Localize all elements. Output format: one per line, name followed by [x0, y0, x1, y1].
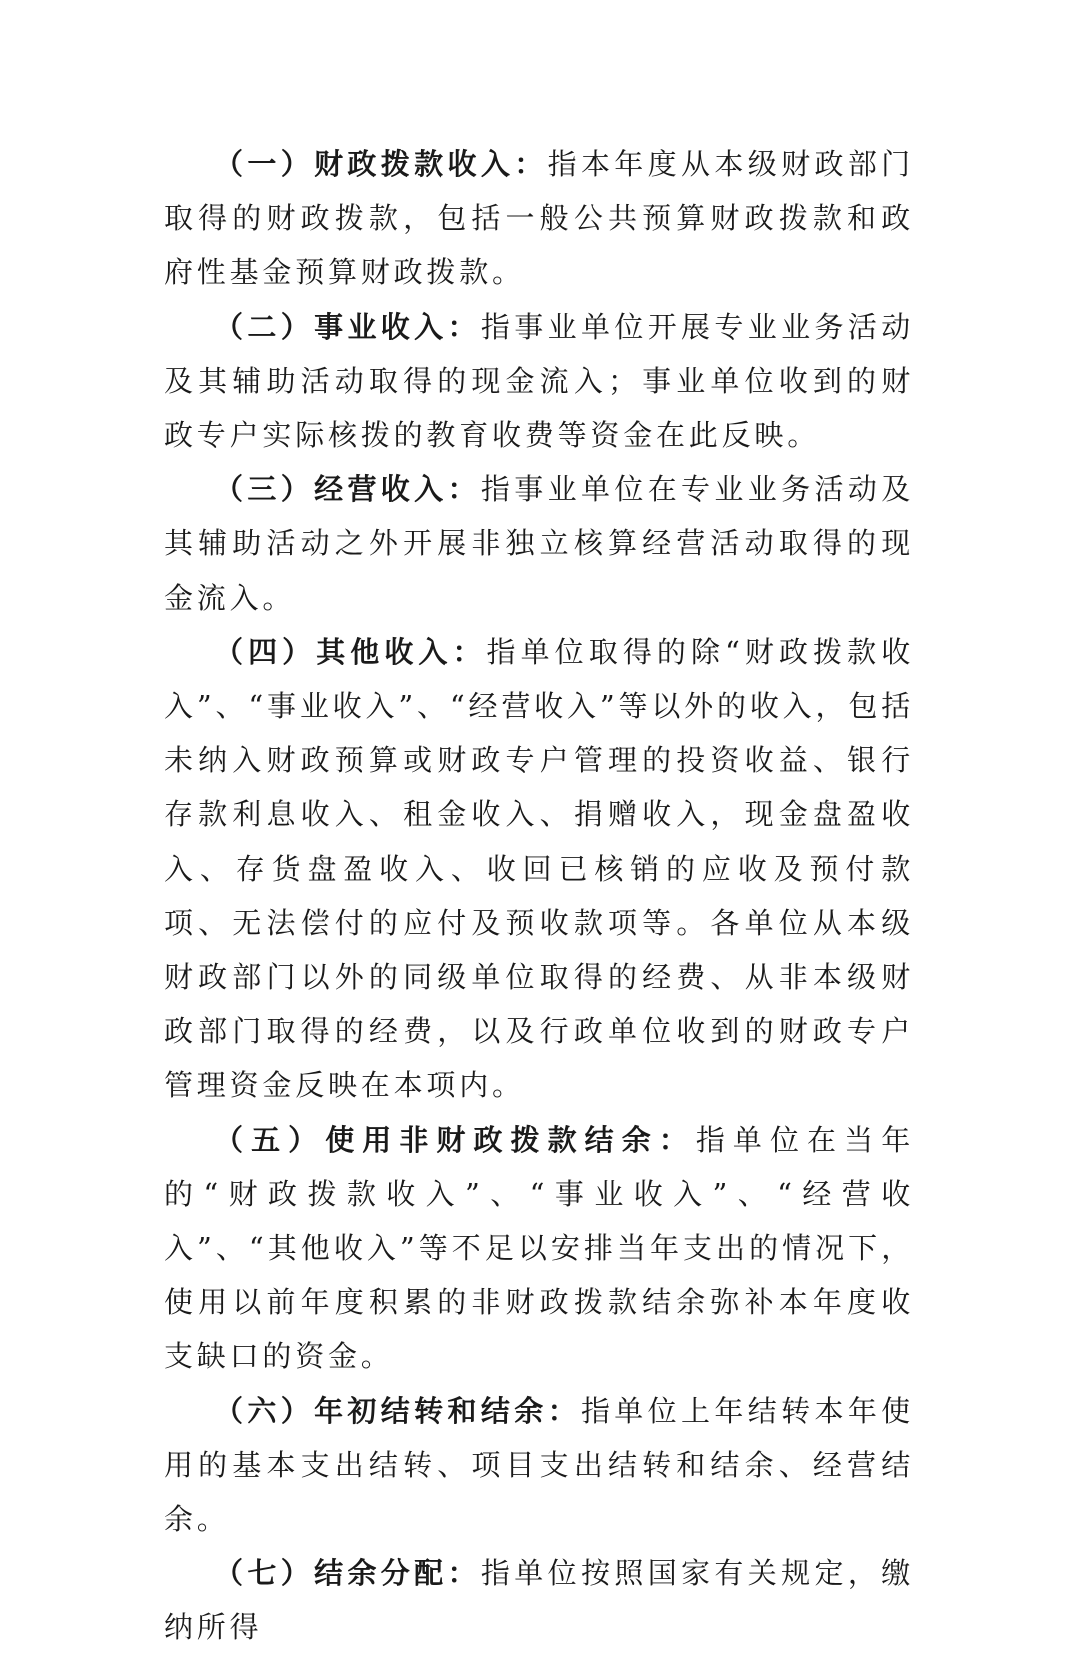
document-body: [164, 137, 914, 1655]
term-heading: （三）经营收入：: [214, 472, 481, 507]
term-heading: （二）事业收入：: [214, 309, 481, 344]
term-definition: 指单位按照国家有关规定，缴纳所得: [164, 1556, 915, 1645]
term-definition: 指单位在当年的“财政拨款收入”、“事业收入”、“经营收入”、“其他收入”等不足以安排当年支出的情况下，使用以前年度积累的非财政拨款结余弥补本年度收支缺口的资金。: [164, 1122, 914, 1374]
term-heading: （一）财政拨款收入：: [214, 147, 548, 181]
term-heading: （四）其他收入：: [214, 634, 487, 669]
term-heading: （六）年初结转和结余：: [214, 1393, 581, 1428]
paragraph-fiscal-appropriation-income: [164, 137, 914, 300]
paragraph-use-of-non-fiscal-surplus: [164, 1113, 914, 1384]
paragraph-other-income: [164, 625, 914, 1113]
paragraph-surplus-distribution: [164, 1546, 914, 1654]
paragraph-business-income: [164, 300, 914, 463]
term-heading: （七）结余分配：: [214, 1556, 481, 1591]
paragraph-opening-carryover: [164, 1384, 914, 1547]
term-definition: 指事业单位开展专业业务活动及其辅助活动取得的现金流入；事业单位收到的财政专户实际核拨的教育收费等资金在此反映。: [164, 309, 915, 453]
term-heading: （五）使用非财政拨款结余：: [214, 1122, 696, 1157]
term-definition: 指事业单位在专业业务活动及其辅助活动之外开展非独立核算经营活动取得的现金流入。: [164, 472, 915, 615]
term-definition: 指单位上年结转本年使用的基本支出结转、项目支出结转和结余、经营结余。: [164, 1393, 914, 1537]
term-definition: 指本年度从本级财政部门取得的财政拨款，包括一般公共预算财政拨款和政府性基金预算财政拨款。: [164, 147, 914, 290]
term-definition: 指单位取得的除“财政拨款收入”、“事业收入”、“经营收入”等以外的收入，包括未纳入财政预算或财政专户管理的投资收益、银行存款利息收入、租金收入、捐赠收入，现金盘盈收入、存货盘盈收入、收回已核销的应收及预付款项、无法偿付的应付及预收款项等。各单位从本级财政部门以外的同级单位取得的经费、从非本级财政部门取得的经费，以及行政单位收到的财政专户管理资金反映在本项内。: [164, 634, 914, 1103]
paragraph-operating-income: [164, 462, 914, 625]
